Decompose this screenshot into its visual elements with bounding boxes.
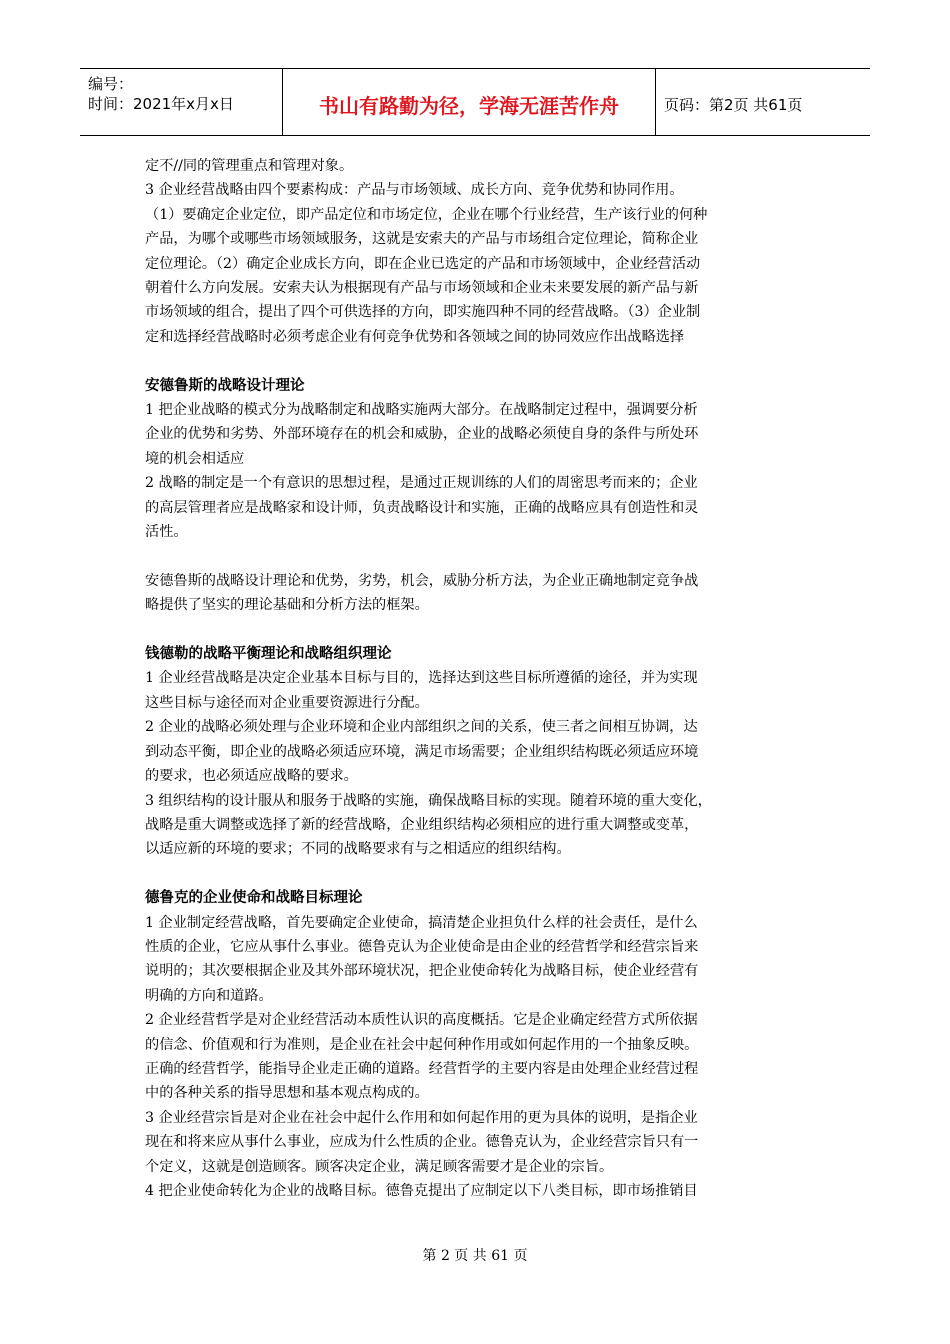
body-text-line: 现在和将来应从事什么事业，应成为什么性质的企业。德鲁克认为，企业经营宗旨只有一 <box>145 1134 699 1151</box>
section-heading: 安德鲁斯的战略设计理论 <box>145 377 305 394</box>
section-heading: 德鲁克的企业使命和战略目标理论 <box>145 890 363 907</box>
body-text-line: 以适应新的环境的要求；不同的战略要求有与之相适应的组织结构。 <box>145 841 571 858</box>
body-text-line: 个定义，这就是创造顾客。顾客决定企业，满足顾客需要才是企业的宗旨。 <box>145 1158 614 1175</box>
body-text-line: 2 企业经营哲学是对企业经营活动本质性认识的高度概括。它是企业确定经营方式所依据 <box>145 1012 698 1029</box>
body-text-line: 4 把企业使命转化为企业的战略目标。德鲁克提出了应制定以下八类目标，即市场推销目 <box>145 1183 698 1199</box>
body-text-line: 2 企业的战略必须处理与企业环境和企业内部组织之间的关系，使三者之间相互协调，达 <box>145 719 698 736</box>
body-text-line: 的要求，也必须适应战略的要求。 <box>145 768 358 785</box>
body-text-line: 境的机会相适应 <box>145 450 245 467</box>
body-text-line: 定和选择经营战略时必须考虑企业有何竞争优势和各领域之间的协同效应作出战略选择 <box>145 328 685 345</box>
paragraph-gap <box>145 862 817 886</box>
section-heading: 钱德勒的战略平衡理论和战略组织理论 <box>145 646 392 663</box>
body-text-line: 2 战略的制定是一个有意识的思想过程，是通过正规训练的人们的周密思考而来的；企业 <box>145 475 698 492</box>
body-text-line: 中的各种关系的指导思想和基本观点构成的。 <box>145 1085 429 1102</box>
page-header <box>80 68 870 136</box>
body-text-line: 安德鲁斯的战略设计理论和优势，劣势，机会，威胁分析方法，为企业正确地制定竞争战 <box>145 572 699 589</box>
page-footer: 第 2 页 共 61 页 <box>422 1248 528 1264</box>
body-text-line: 说明的；其次要根据企业及其外部环境状况，把企业使命转化为战略目标，使企业经营有 <box>145 963 699 980</box>
document-number-label: 编号： <box>88 75 134 93</box>
body-text-line: 略提供了坚实的理论基础和分析方法的框架。 <box>145 597 429 614</box>
body-text-line: 定不//同的管理重点和管理对象。 <box>145 158 354 174</box>
body-text-line: （1）要确定企业定位，即产品定位和市场定位，企业在哪个行业经营，生产该行业的何种 <box>145 206 708 223</box>
body-text-line: 到动态平衡，即企业的战略必须适应环境，满足市场需要；企业组织结构既必须适应环境 <box>145 743 699 760</box>
body-text-line: 的信念、价值观和行为准则，是企业在社会中起何种作用或如何起作用的一个抽象反映。 <box>145 1036 699 1053</box>
body-text-line: 产品，为哪个或哪些市场领域服务，这就是安索夫的产品与市场组合定位理论，简称企业 <box>145 231 699 248</box>
paragraph-gap <box>145 618 817 642</box>
body-text-line: 这些目标与途径而对企业重要资源进行分配。 <box>145 694 429 711</box>
body-text-line: 性质的企业，它应从事什么事业。德鲁克认为企业使命是由企业的经营哲学和经营宗旨来 <box>145 938 699 955</box>
body-text-line: 企业的优势和劣势、外部环境存在的机会和威胁，企业的战略必须使自身的条件与所处环 <box>145 426 699 443</box>
body-text-line: 3 企业经营宗旨是对企业在社会中起什么作用和如何起作用的更为具体的说明，是指企业 <box>145 1109 698 1126</box>
body-text-line: 市场领域的组合，提出了四个可供选择的方向，即实施四种不同的经营战略。（3）企业制 <box>145 304 701 321</box>
body-text-line: 1 把企业战略的模式分为战略制定和战略实施两大部分。在战略制定过程中，强调要分析 <box>145 402 698 419</box>
body-text-line: 3 组织结构的设计服从和服务于战略的实施，确保战略目标的实现。随着环境的重大变化， <box>145 792 712 809</box>
header-page-info: 页码：第2页 共61页 <box>664 95 803 114</box>
body-text-line: 1 企业经营战略是决定企业基本目标与目的，选择达到这些目标所遵循的途径，并为实现 <box>145 670 698 687</box>
document-date-label: 时间：2021年x月x日 <box>88 95 234 113</box>
document-body <box>145 154 817 1203</box>
body-text-line: 定位理论。（2）确定企业成长方向，即在企业已选定的产品和市场领域中，企业经营活动 <box>145 255 701 272</box>
paragraph-gap <box>145 349 817 373</box>
body-text-line: 明确的方向和道路。 <box>145 987 273 1004</box>
body-text-line: 朝着什么方向发展。安索夫认为根据现有产品与市场领域和企业未来要发展的新产品与新 <box>145 280 699 297</box>
body-text-line: 3 企业经营战略由四个要素构成：产品与市场领域、成长方向、竞争优势和协同作用。 <box>145 182 684 199</box>
body-text-line: 战略是重大调整或选择了新的经营战略，企业组织结构必须相应的进行重大调整或变革， <box>145 816 699 833</box>
body-text-line: 活性。 <box>145 524 188 541</box>
header-motto: 书山有路勤为径，学海无涯苦作舟 <box>283 69 656 135</box>
header-meta-cell <box>80 69 283 135</box>
body-text-line: 1 企业制定经营战略，首先要确定企业使命，搞清楚企业担负什么样的社会责任，是什么 <box>145 914 698 931</box>
paragraph-gap <box>145 544 817 568</box>
body-text-line: 的高层管理者应是战略家和设计师，负责战略设计和实施，正确的战略应具有创造性和灵 <box>145 499 699 516</box>
body-text-line: 正确的经营哲学，能指导企业走正确的道路。经营哲学的主要内容是由处理企业经营过程 <box>145 1060 699 1077</box>
